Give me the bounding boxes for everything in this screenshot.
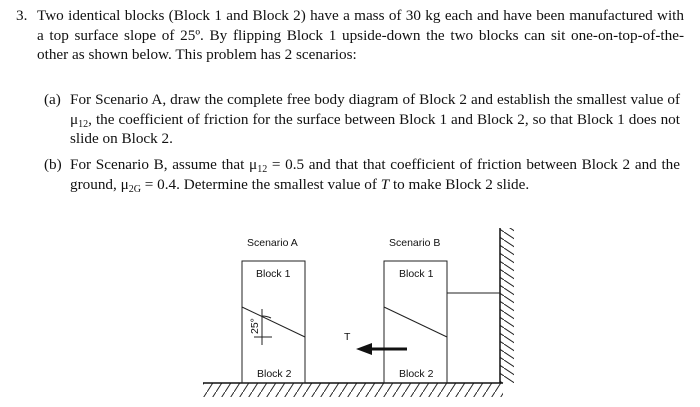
- scenario-a-title: Scenario A: [247, 237, 298, 249]
- force-label: T: [344, 331, 351, 343]
- part-a-subscript-12: 12: [78, 118, 89, 130]
- scenario-a-block2-label: Block 2: [257, 368, 292, 380]
- part-b-variable-t: T: [380, 175, 390, 193]
- part-b-text-3: = 0.4. Determine the smallest value of: [141, 175, 381, 193]
- scenario-b-title: Scenario B: [389, 237, 441, 249]
- scenario-b-block2-label: Block 2: [399, 368, 434, 380]
- ground: [203, 383, 503, 397]
- scenario-a-block1-label: Block 1: [256, 268, 291, 280]
- wall: [500, 228, 514, 383]
- part-b-subscript-2g: 2G: [128, 183, 141, 195]
- part-a-text-1: For Scenario A, draw the complete free body diagram of Block 2 and establish the smallest value of μ: [70, 91, 680, 128]
- angle-label: 25°: [249, 318, 261, 334]
- part-b-text-2: = 0.5 and that that coefficient of friction between Block 2 and the ground, μ: [70, 156, 680, 193]
- part-b-label: (b): [44, 156, 62, 173]
- scenario-b-slope: [384, 307, 447, 337]
- part-a-label: (a): [44, 91, 61, 108]
- part-a-text-2: , the coefficient of friction for the surface between Block 1 and Block 2, so that Block 1 does not slide on Block 2.: [70, 110, 680, 147]
- problem-number: 3.: [16, 7, 28, 24]
- part-b-text-4: to make Block 2 slide.: [389, 175, 530, 193]
- scenario-b-block1-label: Block 1: [399, 268, 434, 280]
- force-arrow: [356, 343, 407, 355]
- part-b-subscript-12: 12: [257, 164, 268, 175]
- part-b-text-1: For Scenario B, assume that μ: [70, 156, 258, 173]
- problem-statement: Two identical blocks (Block 1 and Block 2) have a mass of 30 kg each and have been manufactured with a top surface slope of 25º. By flipping Block 1 upside-down the two blocks can sit one-on-top-of-the-other as shown below. This problem has 2 scenarios:: [37, 7, 684, 63]
